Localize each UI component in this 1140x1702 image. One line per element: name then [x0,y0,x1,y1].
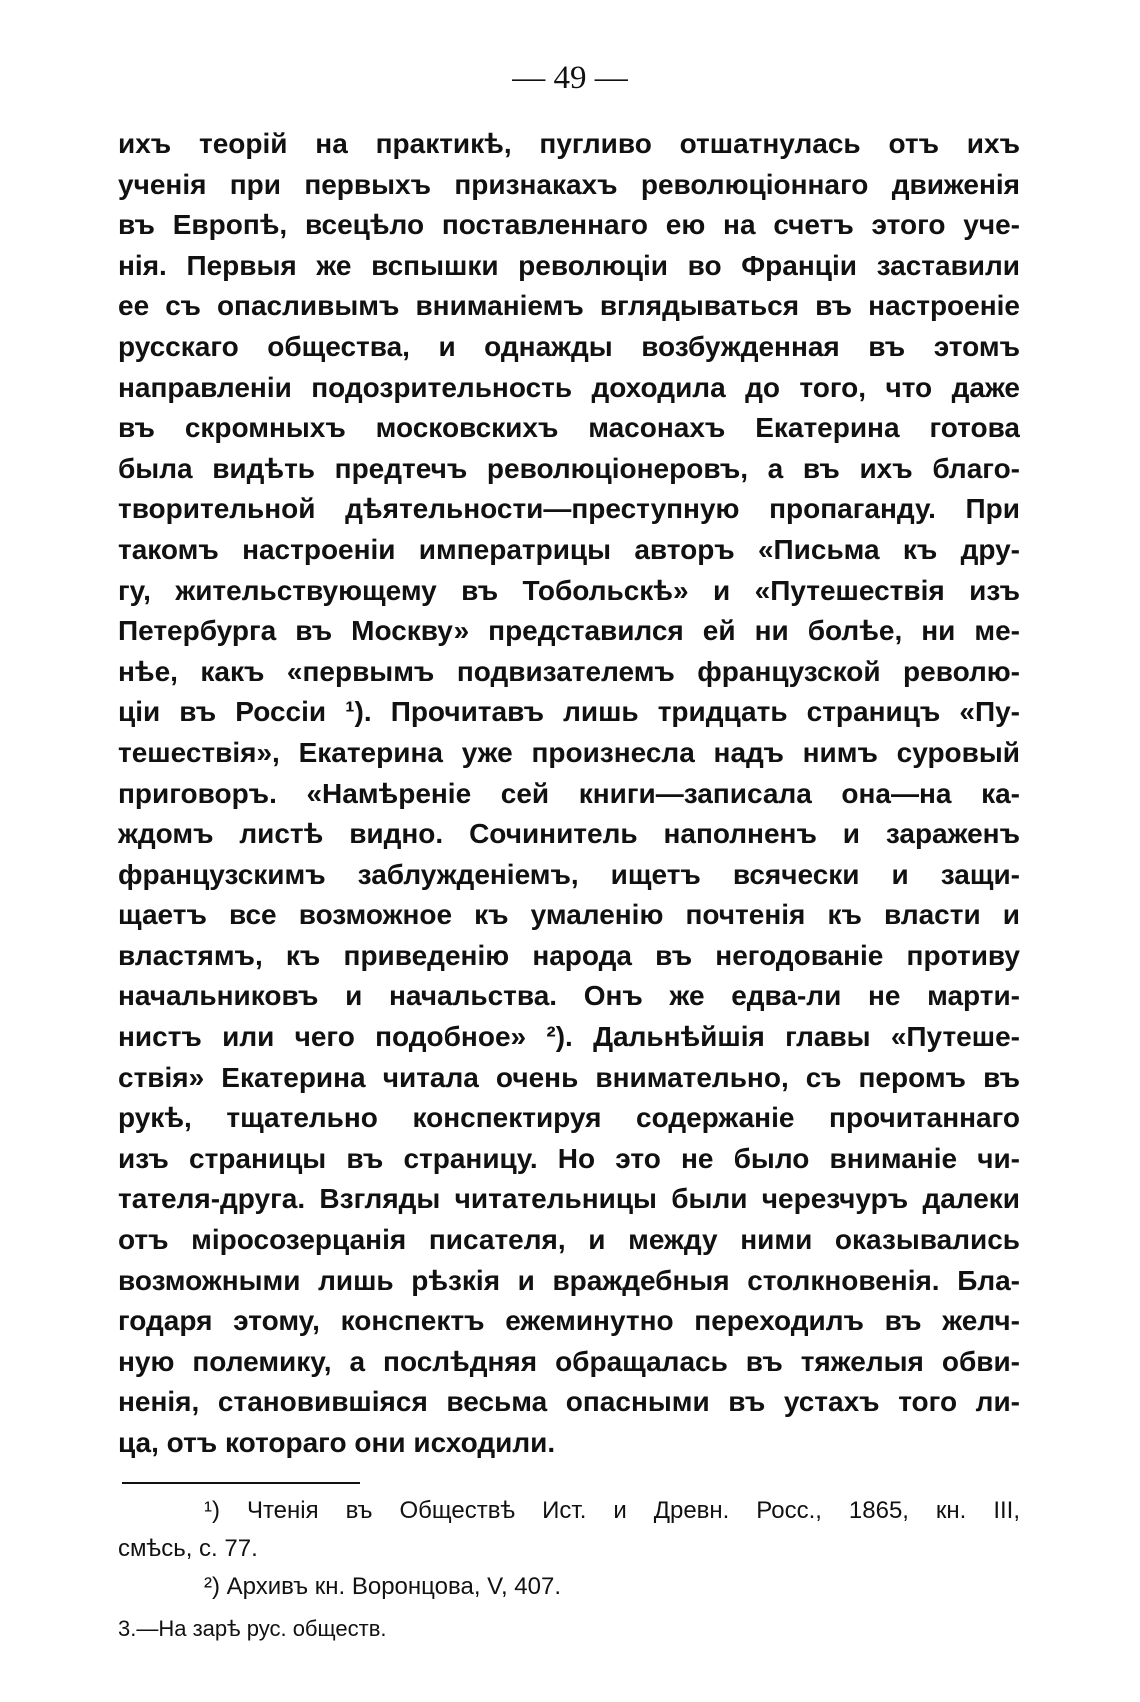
text-line: возможными лишь рѣзкія и враждебныя столкновенія. Бла- [118,1264,1020,1296]
text-line: отъ міросозерцанія писателя, и между ними оказывались [118,1224,1020,1256]
text-line: направленіи подозрительность доходила до того, что даже [118,371,1020,403]
text-line: ціи въ Россіи ¹). Прочитавъ лишь тридцать страницъ «Пу- [118,696,1020,728]
text-line: приговоръ. «Намѣреніе сей книги—записала она—на ка- [118,777,1020,809]
text-line: ную полемику, а послѣдняя обращалась въ тяжелыя обви- [118,1345,1020,1377]
page-number: — 49 — [512,60,628,96]
text-line: ненія, становившіяся весьма опасными въ устахъ того ли- [118,1386,1020,1418]
text-line: гу, жительствующему въ Тобольскѣ» и «Путешествія изъ [118,574,1020,606]
footnote-2: ²) Архивъ кн. Воронцова, V, 407. [204,1573,561,1600]
text-line: ца, отъ котораго они исходили. [118,1427,556,1458]
footnote-1-continuation: смѣсь, с. 77. [118,1535,258,1562]
text-line: ствія» Екатерина читала очень внимательно, съ перомъ въ [118,1061,1020,1093]
text-line: въ Европѣ, всецѣло поставленнаго ею на счетъ этого уче- [118,209,1020,241]
text-line: ихъ теорій на практикѣ, пугливо отшатнулась отъ ихъ [118,128,1020,159]
text-line: въ скромныхъ московскихъ масонахъ Екатерина готова [118,412,1020,444]
body-text [118,124,1020,1464]
text-line: была видѣть предтечъ революціонеровъ, а въ ихъ благо- [118,452,1020,484]
text-line: тателя-друга. Взгляды читательницы были черезчуръ далеки [118,1183,1020,1215]
text-line: ее съ опасливымъ вниманіемъ вглядываться въ настроеніе [118,290,1020,322]
text-line: властямъ, къ приведенію народа въ негодованіе противу [118,939,1020,971]
text-line: творительной дѣятельности—преступную пропаганду. При [118,493,1020,525]
text-line: изъ страницы въ страницу. Но это не было вниманіе чи- [118,1142,1020,1174]
text-line: ученія при первыхъ признакахъ революціоннаго движенія [118,168,1020,200]
footnote-divider [122,1482,360,1484]
text-line: русскаго общества, и однажды возбужденная въ этомъ [118,330,1020,362]
printer-signature: 3.—На зарѣ рус. обществ. [118,1616,387,1641]
text-line: такомъ настроеніи императрицы авторъ «Письма къ дру- [118,533,1020,565]
text-line: начальниковъ и начальства. Онъ же едва-ли не марти- [118,980,1020,1012]
text-line: французскимъ заблужденіемъ, ищетъ всячески и защи- [118,858,1020,890]
text-line: щаетъ все возможное къ умаленію почтенія къ власти и [118,899,1020,931]
text-line: годаря этому, конспектъ ежеминутно переходилъ въ желч- [118,1305,1020,1337]
text-line: ждомъ листѣ видно. Сочинитель наполненъ и зараженъ [118,818,1020,850]
text-line: нѣе, какъ «первымъ подвизателемъ французской револю- [118,655,1020,687]
text-line: тешествія», Екатерина уже произнесла надъ нимъ суровый [118,736,1020,768]
text-line: рукѣ, тщательно конспектируя содержаніе прочитаннаго [118,1102,1020,1134]
text-line: Петербурга въ Москву» представился ей ни болѣе, ни ме- [118,615,1020,647]
footnote-1: ¹) Чтенія въ Обществѣ Ист. и Древн. Росс., 1865, кн. III, [204,1497,1020,1524]
text-line: нія. Первыя же вспышки революціи во Франціи заставили [118,249,1020,281]
text-line: нистъ или чего подобное» ²). Дальнѣйшія главы «Путеше- [118,1021,1020,1053]
footnotes [118,1492,1020,1606]
